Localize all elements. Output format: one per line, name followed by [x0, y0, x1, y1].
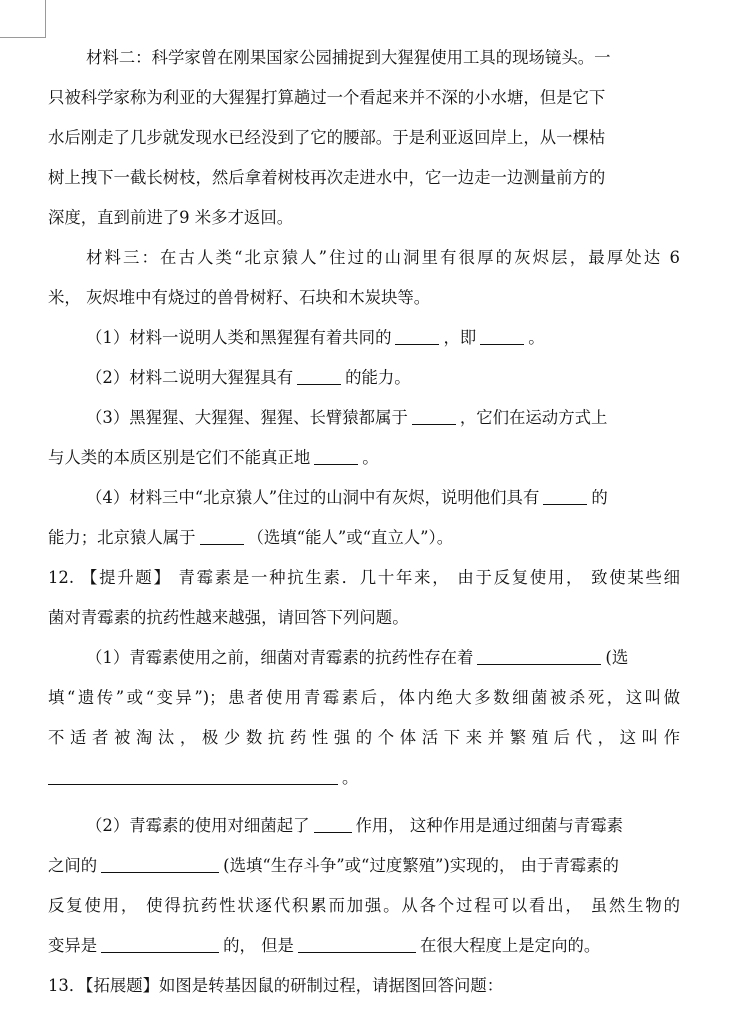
problem-12-sub-1-text-b: (选: [605, 648, 629, 667]
question-1-text-c: 。: [528, 328, 545, 347]
answer-blank[interactable]: [314, 816, 352, 833]
question-3-text-c: 与人类的本质区别是它们不能真正地: [48, 448, 311, 467]
problem-12-sub-1-line-4: [48, 758, 680, 798]
question-3-text-a: （3）黑猩猩、大猩猩、猩猩、长臂猿都属于: [86, 408, 408, 427]
problem-12-sub-2-line-4: [48, 926, 680, 966]
problem-12-sub-1-line-3: 不适者被淘汰，极少数抗药性强的个体活下来并繁殖后代，这叫作: [48, 728, 680, 747]
problem-12-line-2: 菌对青霉素的抗药性越来越强，请回答下列问题。: [48, 608, 409, 627]
question-2-text-a: （2）材料二说明大猩猩具有: [86, 368, 294, 387]
question-1: [48, 318, 680, 358]
question-3-text-b: ，它们在运动方式上: [459, 408, 608, 427]
material-3-line-2: 米， 灰烬堆中有烧过的兽骨树籽、石块和木炭块等。: [48, 288, 431, 307]
answer-blank[interactable]: [412, 408, 456, 425]
problem-12-sub-1-line-2: 填“遗传”或“变异”)；患者使用青霉素后，体内绝大多数细菌被杀死，这叫做: [48, 688, 680, 707]
problem-12-sub-2-line-1: [48, 806, 680, 846]
material-2-line-4: 树上拽下一截长树枝，然后拿着树枝再次走进水中，它一边走一边测量前方的: [48, 168, 606, 187]
answer-blank[interactable]: [480, 328, 524, 345]
material-2-line-5: 深度，直到前进了9 米多才返回。: [48, 208, 294, 227]
problem-13-heading: 13．【拓展题】如图是转基因鼠的研制过程，请据图回答问题：: [48, 976, 504, 995]
problem-12-sub-2-text-f: 变异是: [48, 936, 98, 955]
question-3-line-1: [48, 398, 680, 438]
question-4-text-c: 能力；北京猿人属于: [48, 528, 196, 547]
question-4-line-1: [48, 478, 680, 518]
problem-12-sub-2-text-g: 的， 但是: [223, 936, 294, 955]
question-1-text-a: （1）材料一说明人类和黑猩猩有着共同的: [86, 328, 392, 347]
answer-blank[interactable]: [200, 528, 244, 545]
answer-blank[interactable]: [297, 368, 341, 385]
question-4-line-2: [48, 518, 680, 558]
document-body: [48, 38, 680, 1006]
material-2-line-1: 材料二：科学家曾在刚果国家公园捕捉到大猩猩使用工具的现场镜头。一: [86, 48, 611, 67]
problem-12-sub-2-line-2: [48, 846, 680, 886]
material-2-line-3: 水后刚走了几步就发现水已经没到了它的腰部。于是利亚返回岸上，从一棵枯: [48, 128, 606, 147]
problem-12-sub-2-line-3: 反复使用， 使得抗药性状逐代积累而加强。从各个过程可以看出， 虽然生物的: [48, 896, 680, 915]
answer-blank[interactable]: [395, 328, 439, 345]
answer-blank[interactable]: [101, 856, 219, 873]
question-4-text-d: （选填“能人”或“直立人”）。: [247, 528, 454, 547]
problem-12-sub-2-text-b: 作用， 这种作用是通过细菌与青霉素: [355, 816, 623, 835]
problem-12-sub-2-text-c: 之间的: [48, 856, 98, 875]
problem-12-sub-2-text-a: （2）青霉素的使用对细菌起了: [86, 816, 310, 835]
answer-blank[interactable]: [48, 768, 338, 785]
question-1-text-b: ，即: [443, 328, 477, 347]
question-3-text-d: 。: [362, 448, 379, 467]
question-2: [48, 358, 680, 398]
problem-12-sub-2-text-h: 在很大程度上是定向的。: [419, 936, 601, 955]
problem-12-heading: 12. 【提升题】 青霉素是一种抗生素．几十年来， 由于反复使用， 致使某些细: [48, 568, 680, 587]
question-2-text-b: 的能力。: [345, 368, 411, 387]
answer-blank[interactable]: [477, 648, 601, 665]
answer-blank[interactable]: [314, 448, 358, 465]
page-corner-mark: [0, 0, 46, 38]
answer-blank[interactable]: [543, 488, 587, 505]
answer-blank[interactable]: [101, 936, 219, 953]
material-2-line-2: 只被科学家称为利亚的大猩猩打算趟过一个看起来并不深的小水塘，但是它下: [48, 88, 606, 107]
question-3-line-2: [48, 438, 680, 478]
problem-12-sub-1-text-a: （1）青霉素使用之前，细菌对青霉素的抗药性存在着: [86, 648, 474, 667]
question-4-text-b: 的: [591, 488, 608, 507]
question-4-text-a: （4）材料三中“北京猿人”住过的山洞中有灰烬，说明他们具有: [86, 488, 540, 507]
answer-blank[interactable]: [298, 936, 416, 953]
problem-12-sub-1-text-e: 。: [342, 768, 359, 787]
problem-12-sub-1-line-1: [48, 638, 680, 678]
problem-12-sub-2-text-d: (选填“生存斗争”或“过度繁殖”)实现的， 由于青霉素的: [223, 856, 619, 875]
material-3-line-1: 材料三：在古人类“北京猿人”住过的山洞里有很厚的灰烬层，最厚处达 6: [86, 248, 680, 267]
